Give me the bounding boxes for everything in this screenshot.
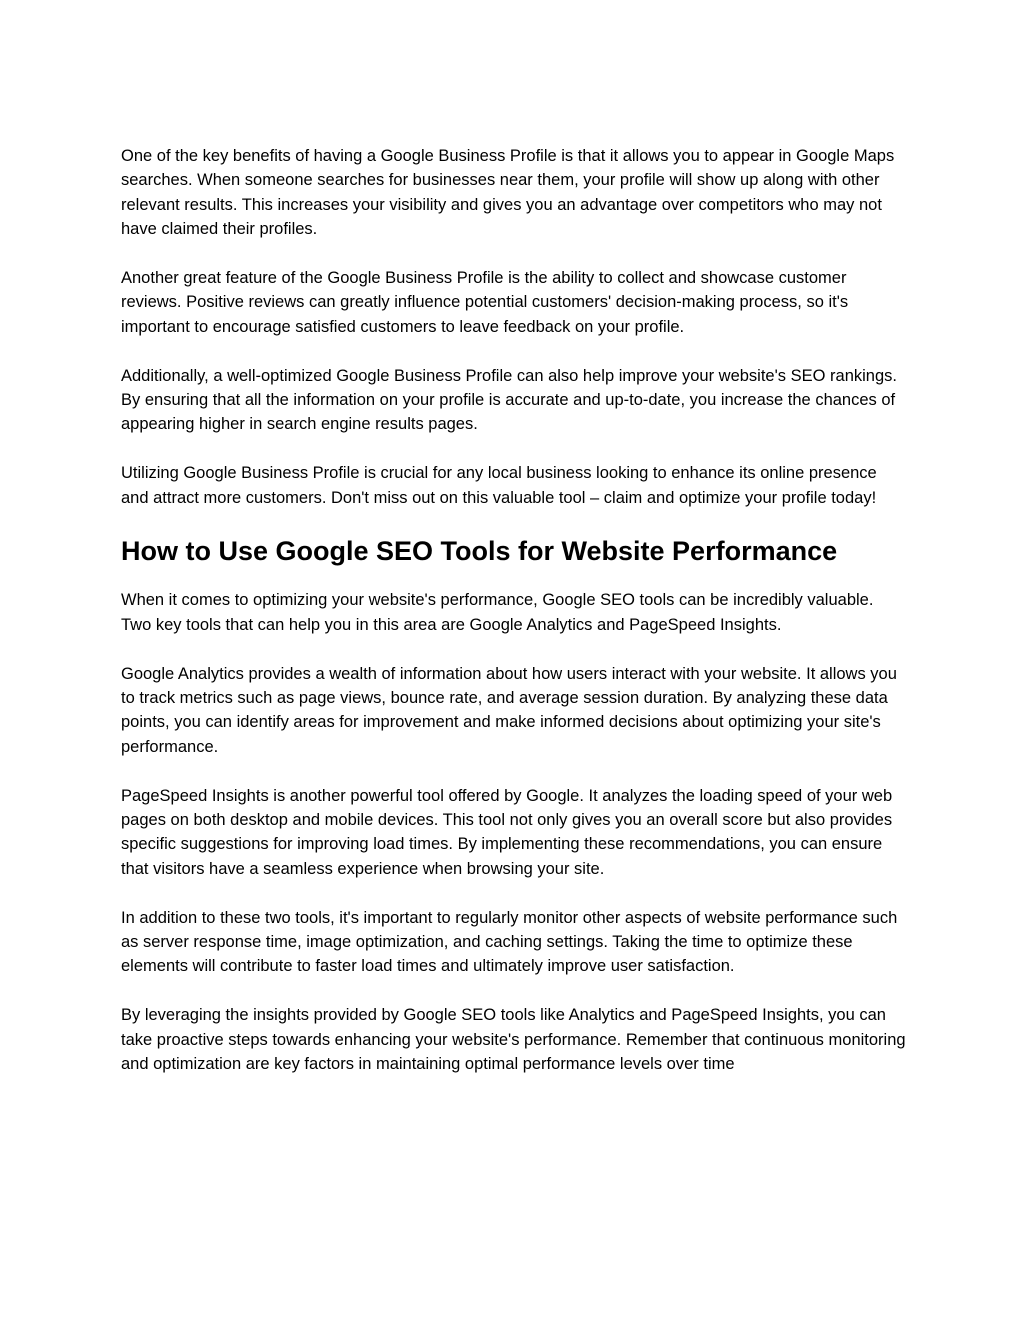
paragraph-customer-reviews: Another great feature of the Google Business Profile is the ability to collect and showcase customer reviews. Positive reviews can greatly influence potential customers' decision-making process, so it's important to encourage satisfied customers to leave feedback on your profile. xyxy=(121,269,849,336)
document-page xyxy=(121,144,907,1101)
paragraph-maps-visibility: One of the key benefits of having a Google Business Profile is that it allows you to appear in Google Maps searches. When someone searches for businesses near them, your profile will show up along with other relevant results. This increases your visibility and gives you an advantage over competitors who may not have claimed their profiles. xyxy=(121,147,895,239)
paragraph-profile-conclusion: Utilizing Google Business Profile is crucial for any local business looking to enhance its online presence and attract more customers. Don't miss out on this valuable tool – claim and optimize your profile today! xyxy=(121,464,877,507)
paragraph-other-aspects: In addition to these two tools, it's important to regularly monitor other aspects of website performance such as server response time, image optimization, and caching settings. Taking the time to optimize these elements will contribute to faster load times and ultimately improve user satisfaction. xyxy=(121,908,898,976)
paragraph-seo-rankings: Additionally, a well-optimized Google Business Profile can also help improve your website's SEO rankings. By ensuring that all the information on your profile is accurate and up-to-date, you increase the chances of appearing higher in search engine results pages. xyxy=(121,366,897,434)
paragraph-pagespeed-insights: PageSpeed Insights is another powerful tool offered by Google. It analyzes the loading speed of your web pages on both desktop and mobile devices. This tool not only gives you an overall score but also provides specific suggestions for improving load times. By implementing these recommendations, you can ensure that visitors have a seamless experience when browsing your site. xyxy=(121,786,893,878)
paragraph-seo-tools-conclusion: By leveraging the insights provided by Google SEO tools like Analytics and PageSpeed Insights, you can take proactive steps towards enhancing your website's performance. Remember that continuous monitoring and optimization are key factors in maintaining optimal performance levels over time xyxy=(121,1006,906,1074)
paragraph-google-analytics: Google Analytics provides a wealth of information about how users interact with your website. It allows you to track metrics such as page views, bounce rate, and average session duration. By analyzing these data points, you can identify areas for improvement and make informed decisions about optimizing your site's performance. xyxy=(121,664,897,756)
section-heading: How to Use Google SEO Tools for Website Performance xyxy=(121,536,838,567)
paragraph-seo-tools-intro: When it comes to optimizing your website's performance, Google SEO tools can be incredibly valuable. Two key tools that can help you in this area are Google Analytics and PageSpeed Insights. xyxy=(121,591,874,634)
